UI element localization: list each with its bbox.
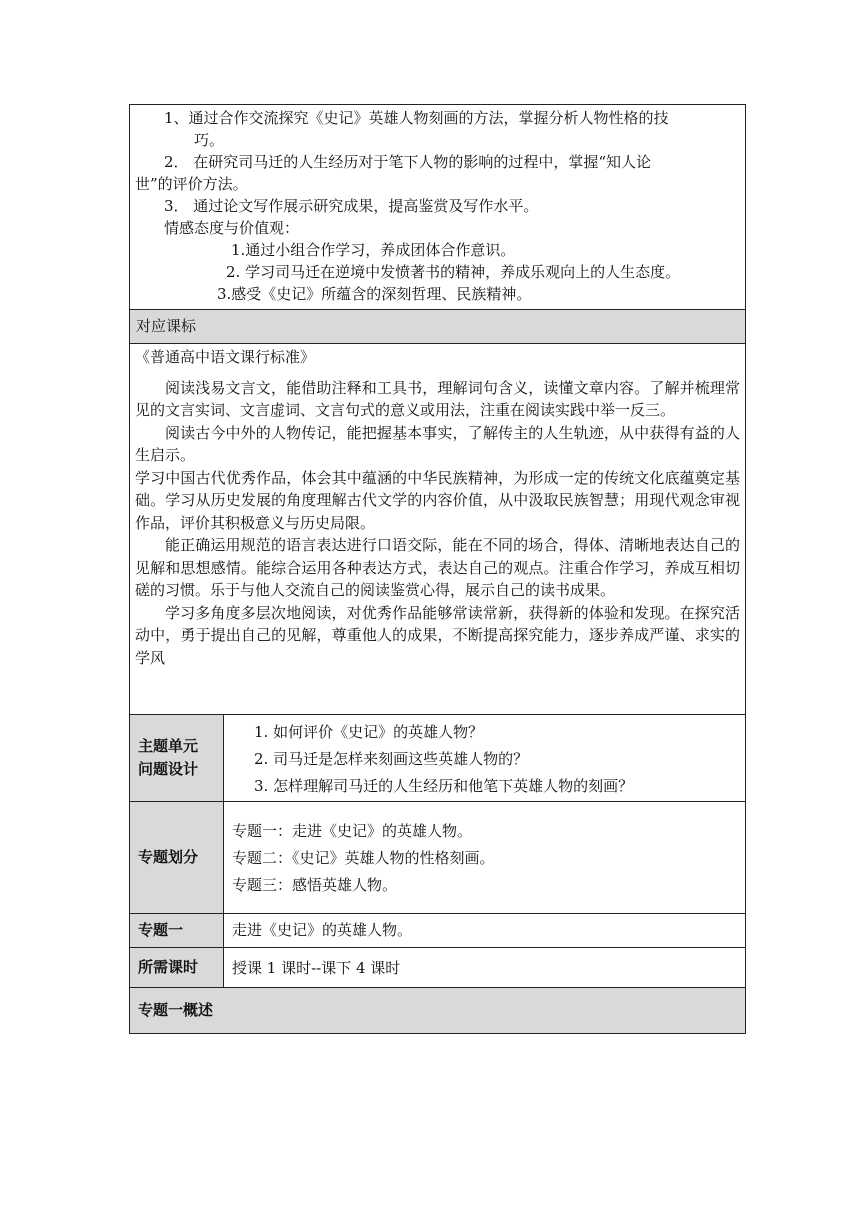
class-hours-value: 授课 1 课时--课下 4 课时	[232, 959, 401, 977]
topic-item: 专题三：感悟英雄人物。	[232, 876, 398, 894]
question-item: 3. 怎样理解司马迁的人生经历和他笔下英雄人物的刻画？	[254, 777, 634, 795]
unit-questions-row	[130, 715, 745, 802]
objective-line: 情感态度与价值观：	[164, 219, 300, 237]
standard-paragraph: 能正确运用规范的语言表达进行口语交际，能在不同的场合，得体、清晰地表达自己的见解和思想感情。能综合运用各种表达方式，表达自己的观点。注重合作学习，养成互相切磋的习惯。乐于与他人交流自己的阅读鉴赏心得，展示自己的读书成果。	[135, 536, 740, 599]
topic-item: 专题一：走进《史记》的英雄人物。	[232, 822, 473, 840]
unit-questions-list	[224, 715, 745, 801]
topic-one-label	[130, 914, 224, 947]
label-text: 所需课时	[138, 958, 199, 976]
objective-line: 2． 在研究司马迁的人生经历对于笔下人物的影响的过程中，掌握“知人论	[164, 153, 651, 171]
objective-line: 巧。	[194, 131, 225, 149]
topic-division-label	[130, 802, 224, 913]
objective-line: 3． 通过论文写作展示研究成果，提高鉴赏及写作水平。	[164, 197, 539, 215]
topic-one-row	[130, 914, 745, 948]
objective-line: 世”的评价方法。	[135, 175, 248, 193]
question-item: 2. 司马迁是怎样来刻画这些英雄人物的？	[254, 750, 529, 768]
class-hours-row	[130, 948, 745, 988]
topic-division-row	[130, 802, 745, 914]
unit-label-line: 问题设计	[138, 760, 199, 778]
label-text: 专题一	[138, 921, 184, 939]
unit-label-line: 主题单元	[138, 737, 199, 755]
standard-title: 《普通高中语文课行标准》	[135, 348, 316, 366]
objective-line: 1、通过合作交流探究《史记》英雄人物刻画的方法，掌握分析人物性格的技	[164, 109, 669, 127]
objective-line: 1.通过小组合作学习，养成团体合作意识。	[231, 241, 516, 259]
class-hours-label	[130, 948, 224, 987]
objectives-cell	[130, 105, 745, 310]
standard-header: 对应课标	[130, 310, 745, 344]
standard-paragraph: 阅读古今中外的人物传记，能把握基本事实，了解传主的人生轨迹，从中获得有益的人生启示。	[135, 423, 740, 464]
unit-questions-label	[130, 715, 224, 801]
standard-paragraph: 学习多角度多层次地阅读，对优秀作品能够常读常新，获得新的体验和发现。在探究活动中，勇于提出自己的见解，尊重他人的成果，不断提高探究能力，逐步养成严谨、求实的学风	[135, 603, 740, 667]
label-text: 专题划分	[138, 848, 199, 866]
topic-item: 专题二：《史记》英雄人物的性格刻画。	[232, 849, 495, 867]
objective-line: 2. 学习司马迁在逆境中发愤著书的精神，养成乐观向上的人生态度。	[226, 263, 681, 281]
standard-paragraph: 阅读浅易文言文，能借助注释和工具书，理解词句含义，读懂文章内容。了解并梳理常见的文言实词、文言虚词、文言句式的意义或用法，注重在阅读实践中举一反三。	[135, 378, 740, 419]
standard-content	[130, 344, 745, 715]
standard-paragraph: 学习中国古代优秀作品，体会其中蕴涵的中华民族精神，为形成一定的传统文化底蕴奠定基础。学习从历史发展的角度理解古代文学的内容价值，从中汲取民族智慧；用现代观念审视作品，评价其积极意义与历史局限。	[135, 468, 740, 532]
question-item: 1. 如何评价《史记》的英雄人物？	[254, 723, 484, 741]
objective-line: 3.感受《史记》所蕴含的深刻哲理、民族精神。	[217, 285, 532, 303]
topic-division-list	[224, 802, 745, 913]
lesson-plan-table	[129, 104, 746, 1034]
topic-one-overview-header: 专题一概述	[130, 988, 745, 1033]
topic-one-value: 走进《史记》的英雄人物。	[232, 921, 413, 939]
